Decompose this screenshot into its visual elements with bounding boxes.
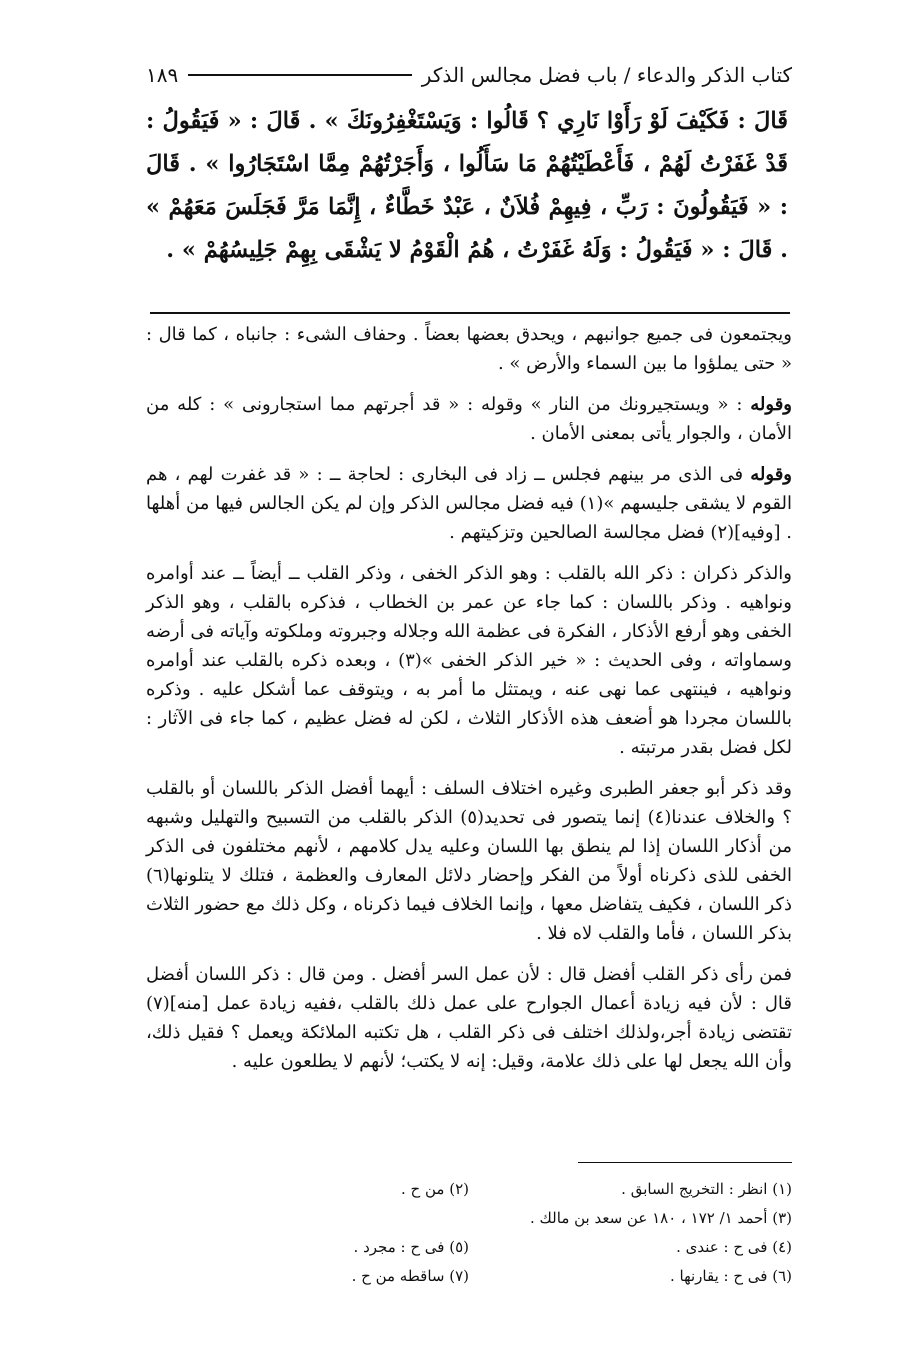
commentary xyxy=(146,320,792,1088)
commentary-paragraph-5: وقد ذكر أبو جعفر الطبرى وغيره اختلاف السلف : أيهما أفضل الذكر باللسان أو بالقلب ؟ والخلاف عندنا(٤) إنما يتصور فى تحديد(٥) الذكر بالقلب من التسبيح والتهليل وشبهه من أذكار اللسان إذا لم ينطق بها اللسان وعليه يدل كلامهم ، لأنهم مختلفون فى الذكر الخفى للذى ذكرناه أولاً من الفكر وإحضار دلائل المعارف والعظمة ، فتلك لا يتلونها(٦) ذكر اللسان ، فكيف يتفاضل معها ، وإنما الخلاف فيما ذكرناه ، وكل ذلك مع حضور الثلاث بذكر اللسان ، فأما والقلب لاه فلا . xyxy=(146,778,792,944)
footnote-3: (٣) أحمد ١/ ١٧٢ ، ١٨٠ عن سعد بن مالك . xyxy=(530,1209,792,1227)
commentary-paragraph-1: ويجتمعون فى جميع جوانبهم ، ويحدق بعضها بعضاً . وحفاف الشىء : جانباه ، كما قال : « حتى يملؤوا ما بين السماء والأرض » . xyxy=(146,324,792,374)
paragraph-lead: وقوله xyxy=(750,394,792,415)
footnotes xyxy=(146,1175,792,1291)
commentary-paragraph-3 xyxy=(146,460,792,547)
footnote-5: (٥) فى ح : مجرد . xyxy=(353,1238,469,1256)
footnote-row xyxy=(146,1175,792,1204)
footnote-row xyxy=(146,1204,792,1233)
paragraph-lead: وقوله xyxy=(750,464,792,485)
footnote-4: (٤) فى ح : عندى . xyxy=(676,1238,792,1256)
commentary-paragraph-6: فمن رأى ذكر القلب أفضل قال : لأن عمل السر أفضل . ومن قال : ذكر اللسان أفضل قال : لأن فيه زيادة أعمال الجوارح على عمل ذلك بالقلب ،ففيه زيادة عمل [منه](٧) تقتضى زيادة أجر،ولذلك اختلف فى ذكر القلب ، هل تكتبه الملائكة ويعمل ؟ فقيل ذلك، وأن الله يجعل لها على ذلك علامة، وقيل: إنه لا يكتب؛ لأنهم لا يطلعون عليه . xyxy=(146,964,792,1072)
hadith-text: قَالَ : فَكَيْفَ لَوْ رَأَوْا نَارِي ؟ قَالُوا : وَيَسْتَغْفِرُونَكَ » . قَالَ : « فَيَقُولُ : قَدْ غَفَرْتُ لَهُمْ ، فَأَعْطَيْتُهُمْ مَا سَأَلُوا ، وَأَجَرْتُهُمْ مِمَّا اسْتَجَارُوا » . قَالَ : « فَيَقُولُونَ : رَبِّ ، فِيهِمْ فُلاَنٌ ، عَبْدٌ خَطَّاءٌ ، إِنَّمَا مَرَّ فَجَلَسَ مَعَهُمْ » . قَالَ : « فَيَقُولُ : وَلَهُ غَفَرْتُ ، هُمُ الْقَوْمُ لا يَشْقَى بِهِمْ جَلِيسُهُمْ » . xyxy=(146,108,788,263)
footnote-1: (١) انظر : التخريج السابق . xyxy=(621,1180,792,1198)
commentary-paragraph-2 xyxy=(146,390,792,448)
hadith-separator xyxy=(150,312,790,314)
footnote-7: (٧) ساقطه من ح . xyxy=(351,1267,469,1285)
commentary-paragraph-4: والذكر ذكران : ذكر الله بالقلب : وهو الذكر الخفى ، وذكر القلب ــ أيضاً ــ عند أوامره ونواهيه . وذكر باللسان : كما جاء عن عمر بن الخطاب ، فذكره بالقلب ، وهو الذكر الخفى وهو أرفع الأذكار ، الفكرة فى عظمة الله وجلاله وجبروته وملكوته وآياته فى أرضه وسماواته ، وفى الحديث : « خير الذكر الخفى »(٣) ، وبعده ذكره بالقلب عند أوامره ونواهيه ، فينتهى عما نهى عنه ، ويمتثل ما أمر به ، ويتوقف عما أشكل عليه . وذكره باللسان مجردا هو أضعف هذه الأذكار الثلاث ، لكن له فضل عظيم ، كما جاء فى الآثار : لكل فضل بقدر مرتبته . xyxy=(146,563,792,758)
footnote-rule xyxy=(578,1162,792,1163)
paragraph-body: فى الذى مر بينهم فجلس ــ زاد فى البخارى : لحاجة ــ : « قد غفرت لهم ، هم القوم لا يشقى جليسهم »(١) فيه فضل مجالس الذكر وإن لم يكن الجالس فيها من أهلها . [وفيه](٢) فضل مجالسة الصالحين وتزكيتهم . xyxy=(146,464,792,543)
header-rule xyxy=(188,74,412,76)
footnote-row xyxy=(146,1233,792,1262)
footnote-2: (٢) من ح . xyxy=(401,1180,469,1198)
footnote-6: (٦) فى ح : يقارنها . xyxy=(669,1267,792,1285)
footnote-row xyxy=(146,1262,792,1291)
page-number: ١٨٩ xyxy=(146,63,179,87)
header-title: كتاب الذكر والدعاء / باب فضل مجالس الذكر xyxy=(421,63,792,87)
paragraph-body: : « ويستجيرونك من النار » وقوله : « قد أجرتهم مما استجارونى » : كله من الأمان ، والجوار يأتى بمعنى الأمان . xyxy=(146,394,792,444)
running-header xyxy=(146,58,792,92)
